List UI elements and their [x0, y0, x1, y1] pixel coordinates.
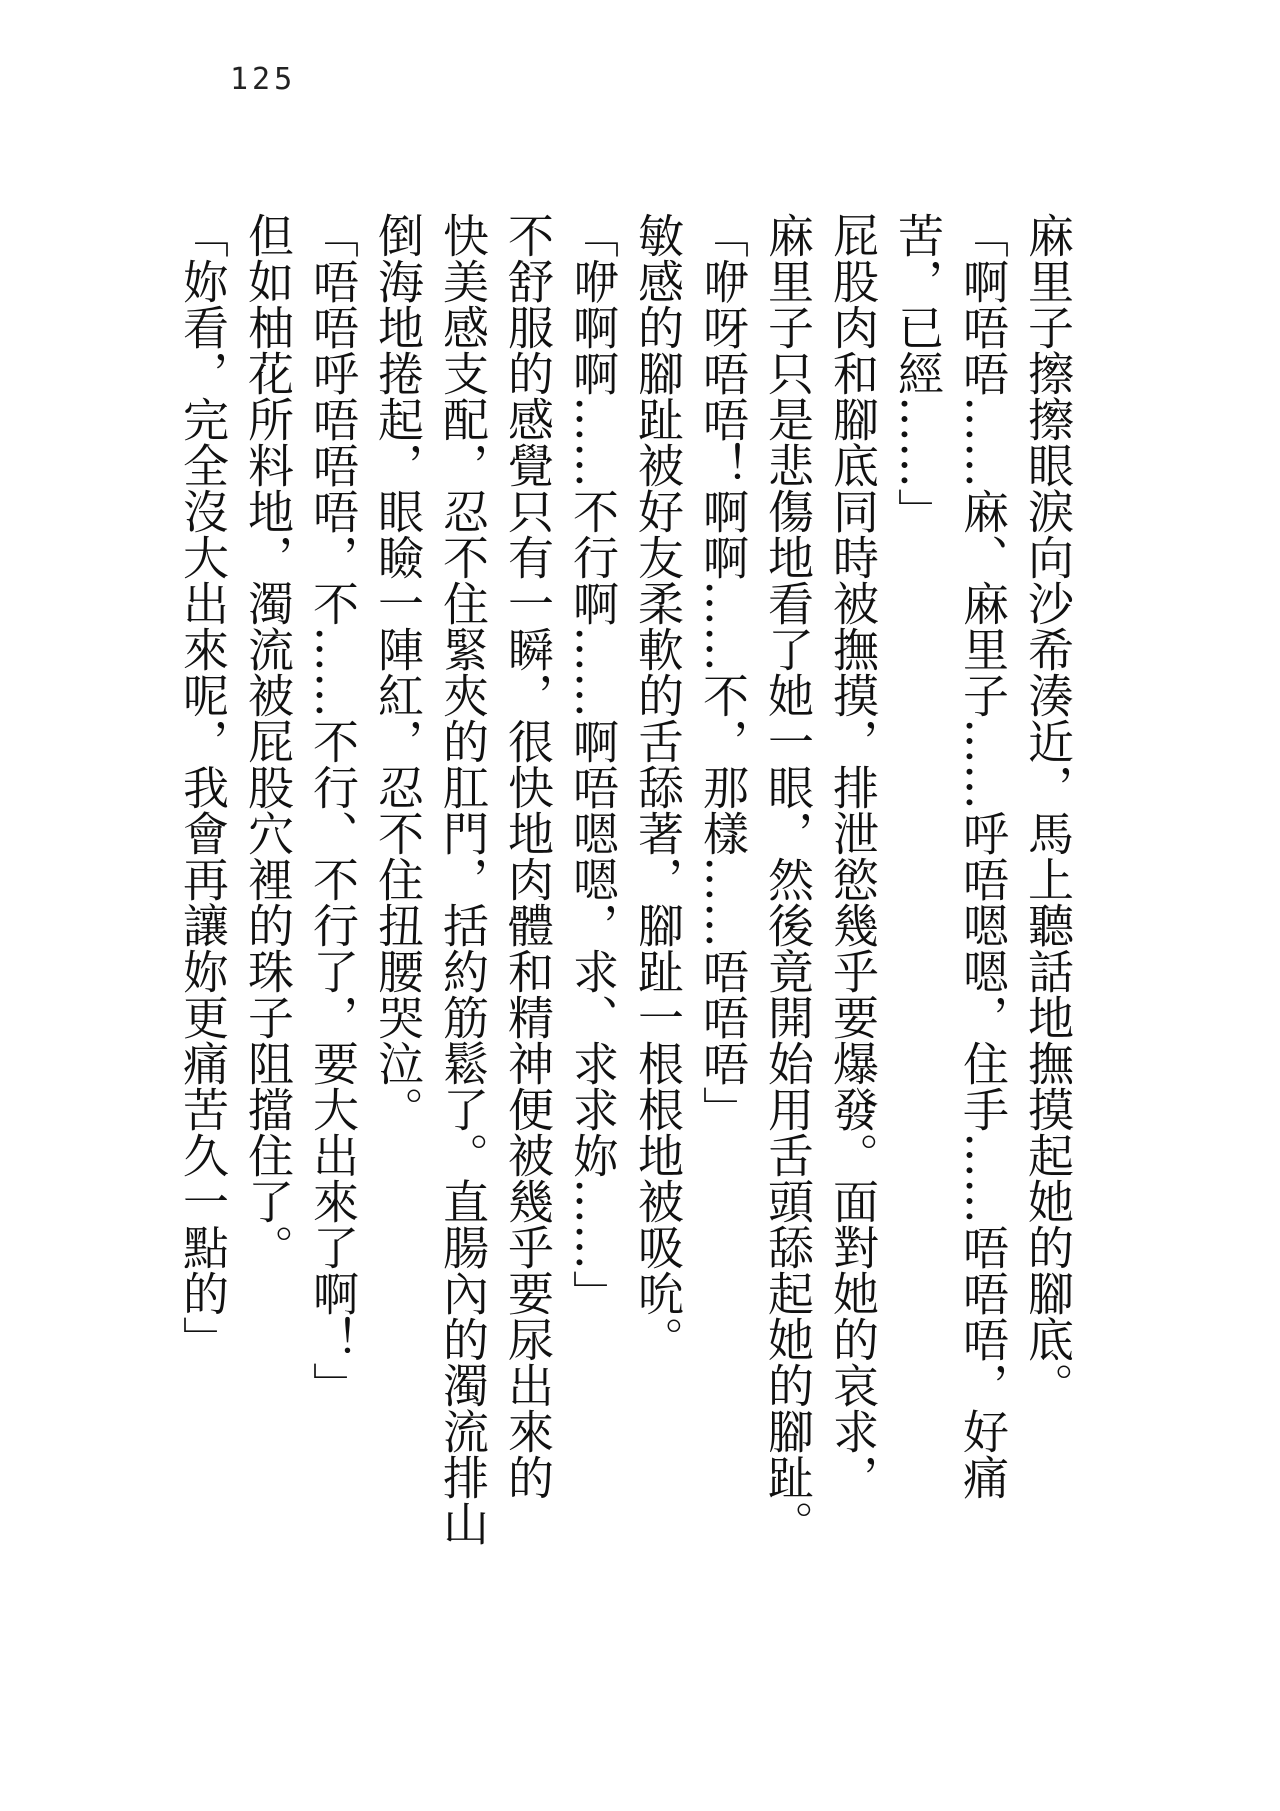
text-column: 「唔唔呼唔唔唔，不……不行、不行了，要大出來了啊！」: [306, 212, 360, 1408]
page-number: 125: [230, 62, 297, 97]
text-column: 「妳看，完全沒大出來呢，我會再讓妳更痛苦久一點的」: [176, 212, 230, 1362]
text-column: 快美感支配，忍不住緊夾的肛門，括約筋鬆了。直腸內的濁流排山: [436, 212, 490, 1546]
text-column: 「咿啊啊……不行啊……啊唔嗯嗯，求、求求妳……」: [566, 212, 620, 1316]
text-column: 但如柚花所料地，濁流被屁股穴裡的珠子阻擋住了。: [241, 212, 295, 1270]
text-column: 麻里子只是悲傷地看了她一眼，然後竟開始用舌頭舔起她的腳趾。: [761, 212, 815, 1546]
text-column: 不舒服的感覺只有一瞬，很快地肉體和精神便被幾乎要尿出來的: [501, 212, 555, 1500]
text-column: 敏感的腳趾被好友柔軟的舌舔著，腳趾一根根地被吸吮。: [631, 212, 685, 1362]
text-column: 屁股肉和腳底同時被撫摸，排泄慾幾乎要爆發。面對她的哀求，: [826, 212, 880, 1500]
text-column: 苦，已經……」: [891, 212, 945, 534]
vertical-text-body: [170, 212, 1080, 1662]
text-column: 「啊唔唔……麻、麻里子……呼唔嗯嗯，住手……唔唔唔，好痛: [956, 212, 1010, 1500]
text-column: 麻里子擦擦眼淚向沙希湊近，馬上聽話地撫摸起她的腳底。: [1021, 212, 1075, 1408]
text-column: 「咿呀唔唔！啊啊……不，那樣……唔唔唔」: [696, 212, 750, 1132]
text-column: 倒海地捲起，眼瞼一陣紅，忍不住扭腰哭泣。: [371, 212, 425, 1132]
